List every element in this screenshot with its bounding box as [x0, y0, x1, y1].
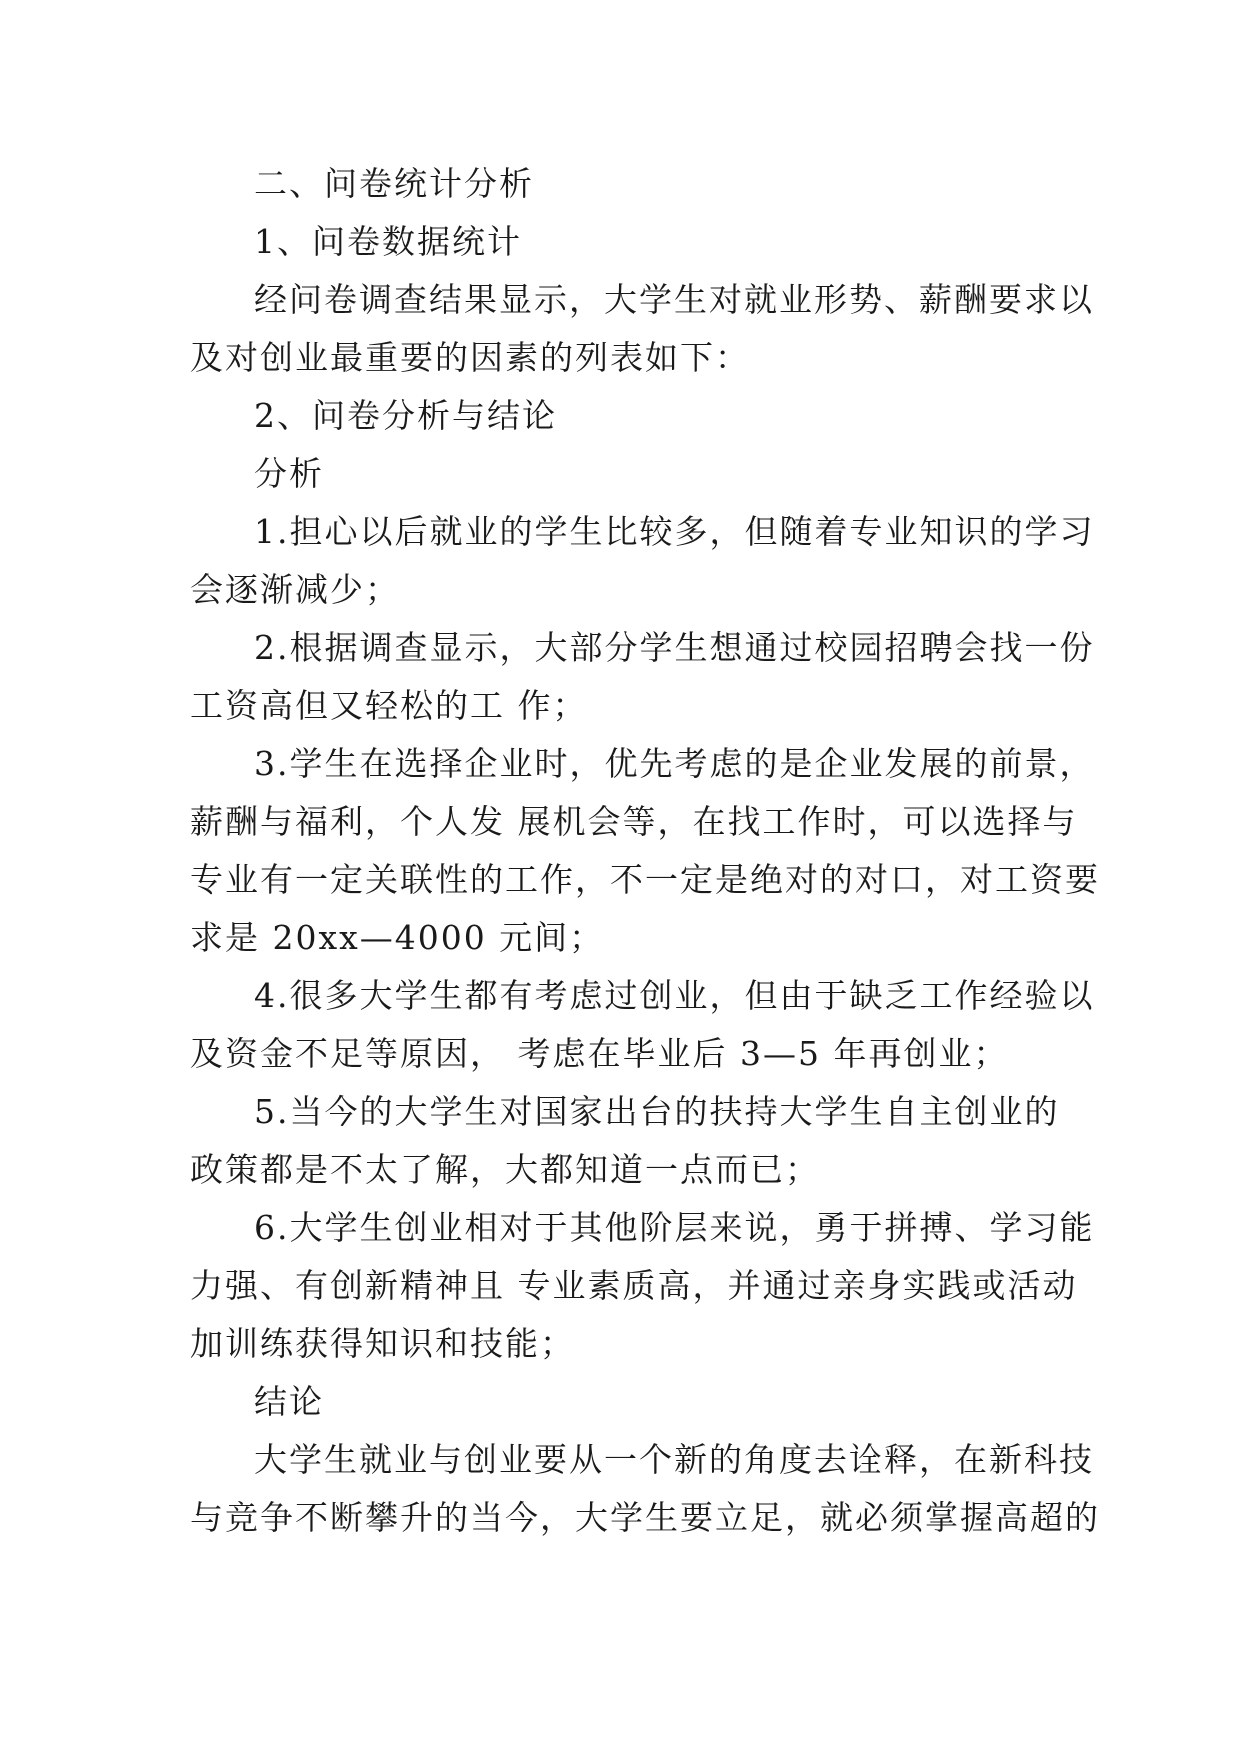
- paragraph-line: 与竞争不断攀升的当今，大学生要立足，就必须掌握高超的: [190, 1498, 1100, 1537]
- paragraph-line: 及对创业最重要的因素的列表如下：: [190, 338, 750, 377]
- list-item-line: 求是 20xx—4000 元间；: [190, 918, 605, 957]
- section-heading: 二、问卷统计分析: [254, 164, 534, 203]
- list-item-line: 工资高但又轻松的工 作；: [190, 686, 588, 725]
- list-item-line: 3.学生在选择企业时，优先考虑的是企业发展的前景，: [254, 744, 1095, 783]
- list-item-line: 加训练获得知识和技能；: [190, 1324, 575, 1363]
- list-item-line: 2.根据调查显示，大部分学生想通过校园招聘会找一份: [254, 628, 1095, 667]
- analysis-label: 分析: [254, 454, 324, 493]
- list-item-line: 政策都是不太了解，大都知道一点而已；: [190, 1150, 820, 1189]
- paragraph-line: 经问卷调查结果显示，大学生对就业形势、薪酬要求以: [254, 280, 1094, 319]
- list-item-line: 会逐渐减少；: [190, 570, 400, 609]
- list-item-line: 6.大学生创业相对于其他阶层来说，勇于拼搏、学习能: [254, 1208, 1095, 1247]
- paragraph-line: 大学生就业与创业要从一个新的角度去诠释，在新科技: [254, 1440, 1094, 1479]
- list-item-line: 及资金不足等原因， 考虑在毕业后 3—5 年再创业；: [190, 1034, 1009, 1073]
- list-item-line: 力强、有创新精神且 专业素质高，并通过亲身实践或活动: [190, 1266, 1078, 1305]
- list-item-line: 5.当今的大学生对国家出台的扶持大学生自主创业的: [254, 1092, 1060, 1131]
- list-item-line: 1.担心以后就业的学生比较多，但随着专业知识的学习: [254, 512, 1095, 551]
- subsection-heading: 1、问卷数据统计: [254, 222, 522, 261]
- list-item-line: 4.很多大学生都有考虑过创业，但由于缺乏工作经验以: [254, 976, 1095, 1015]
- list-item-line: 专业有一定关联性的工作，不一定是绝对的对口，对工资要: [190, 860, 1100, 899]
- document-body: [190, 155, 1100, 1547]
- conclusion-label: 结论: [254, 1382, 324, 1421]
- list-item-line: 薪酬与福利，个人发 展机会等，在找工作时，可以选择与: [190, 802, 1078, 841]
- subsection-heading: 2、问卷分析与结论: [254, 396, 557, 435]
